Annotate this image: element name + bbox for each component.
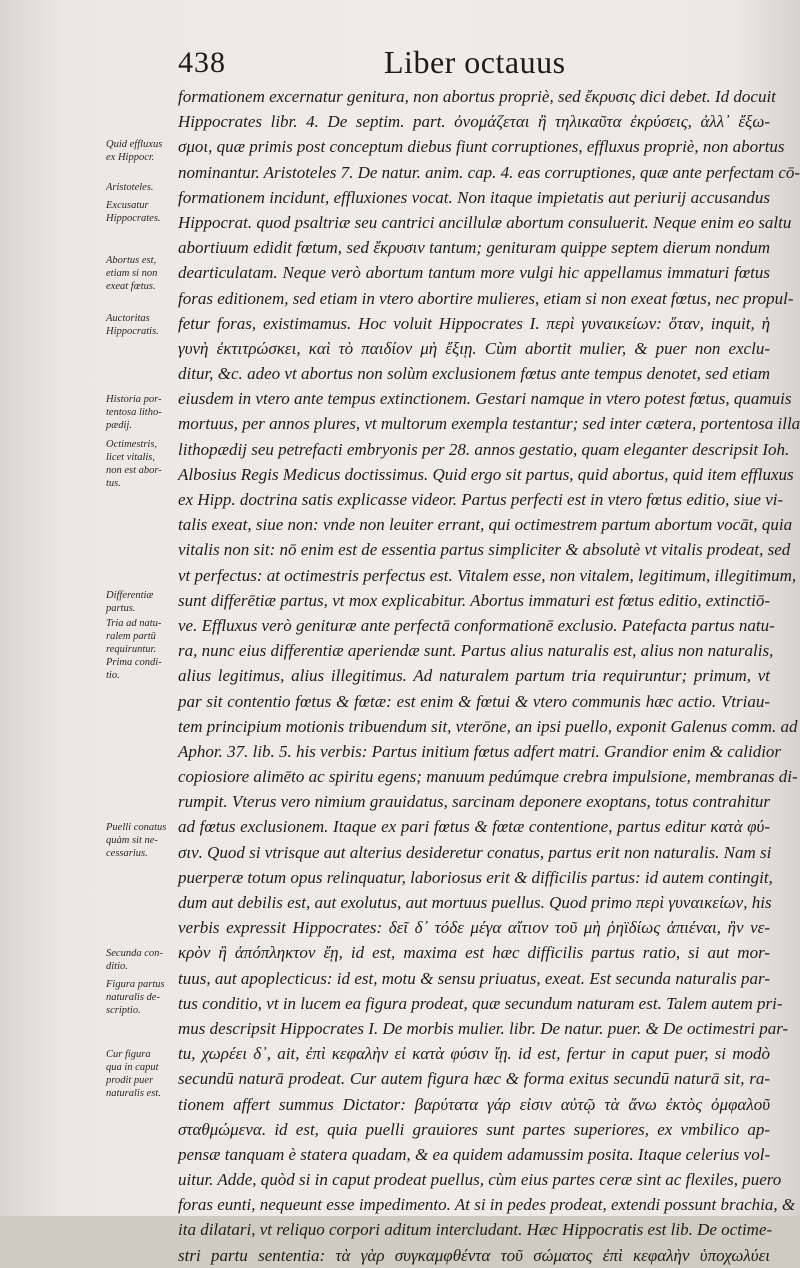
margin-note [106, 138, 178, 164]
text-line: Hippocrates libr. 4. De septim. part. ὀνομάζεται ἢ τηλικαῦτα ἐκρύσεις, ἀλλ᾽ ἔξω- [178, 112, 770, 132]
margin-note [106, 199, 178, 225]
margin-note-line: prodit puer [106, 1075, 154, 1087]
margin-note-line: tentosa litho- [106, 406, 162, 418]
text-line: rumpit. Vterus vero nimium grauidatus, sarcinam deponere exoptans, totus contrahitur [178, 792, 770, 812]
margin-note-line: exeat fœtus. [106, 281, 156, 293]
text-line: ra, nunc eius differentiæ aperiendæ sunt. Partus alius naturalis est, alius non naturalis, [178, 641, 774, 661]
text-line: stri partu sententia: τὰ γὰρ συγκαμφθέντα τοῦ σώματος ἐπὶ κεφαλὴν ὑποχωλύει [178, 1245, 770, 1265]
margin-note [106, 254, 178, 293]
text-line: alius legitimus, alius illegitimus. Ad naturalem partum tria requiruntur; primum, vt [178, 666, 770, 686]
margin-note [106, 589, 178, 615]
text-line: dum aut debilis est, aut exolutus, aut mortuus puellus. Quod primo περὶ γυναικείων, his [178, 893, 772, 912]
text-line: ex Hipp. doctrina satis explicasse videor. Partus perfecti est in vtero fœtus editio, siue vi- [178, 490, 784, 509]
margin-note-line: Excusatur [106, 199, 149, 211]
text-line: tus conditio, vt in lucem ea figura prodeat, quæ secundum naturam est. Talem autem pri- [178, 993, 783, 1013]
margin-note-line: tus. [106, 478, 121, 490]
text-line: fetur foras, existimamus. Hoc voluit Hippocrates I. περὶ γυναικείων: ὅταν, inquit, ἡ [178, 313, 770, 333]
margin-note-line: Abortus est, [106, 255, 157, 267]
margin-note-line: Differentiæ [106, 590, 154, 602]
text-line: foras editionem, sed etiam in vtero abortire mulieres, etiam si non exeat fœtus, nec propul- [178, 288, 794, 308]
text-line: Hippocrat. quod psaltriæ seu cantrici ancillulæ abortum consuluerit. Neque enim eo saltu [178, 212, 792, 232]
margin-note-line: partus. [106, 603, 136, 615]
margin-note [106, 181, 178, 194]
margin-note [106, 393, 178, 432]
text-line: vitalis non sit: nō enim est de essentia partus simpliciter & absolutè vt vitalis prodeat, sed [178, 540, 791, 560]
text-line: tuus, aut apoplecticus: id est, motu & sensu priuatus, exeat. Est secunda naturalis par- [178, 968, 770, 988]
margin-note-line: scriptio. [106, 1004, 141, 1016]
margin-note-line: Hippocrates. [106, 212, 161, 224]
margin-note-line: naturalis est. [106, 1088, 161, 1100]
text-line: mortuus, per annos plures, vt multorum exempla testantur; sed inter cætera, portentosa illa [178, 414, 800, 434]
text-line: puerperæ totum opus relinquatur, laboriosus erit & difficilis partus: id autem contingit, [178, 867, 773, 887]
text-line: tem principium motionis tribuendum sit, vterōne, an ipsi puello, exponit Galenus comm. ad [178, 716, 798, 736]
margin-note-line: Octimestris, [106, 439, 158, 451]
margin-note [106, 1048, 178, 1100]
text-line: sunt differētiæ partus, vt mox explicabitur. Abortus immaturi est fœtus editio, extinctiō- [178, 590, 770, 610]
text-line: formationem excernatur genitura, non abortus propriè, sed ἔκρυσις dici debet. Id docuit [178, 87, 776, 106]
text-line: abortiuum edidit fœtum, sed ἔκρυσιν tantum; genituram quippe septem dierum nondum [178, 238, 770, 258]
margin-note [106, 438, 178, 490]
margin-note-line: pædij. [106, 419, 132, 431]
page-header [178, 44, 778, 88]
margin-note-line: etiam si non [106, 268, 158, 280]
margin-note-line: ex Hippocr. [106, 152, 155, 164]
margin-note-line: tio. [106, 670, 120, 682]
text-line: tu, χωρέει δ᾽, ait, ἐπὶ κεφαλὴν εἰ κατὰ φύσιν ἴῃ. id est, fertur in caput puer, si modò [178, 1044, 770, 1064]
text-line: σμοι, quæ primis post conceptum diebus fiunt corruptiones, effluxus propriè, non abortus [178, 137, 785, 157]
text-line: ve. Effluxus verò genituræ ante perfectā conformationē exclusio. Patefacta partus natu- [178, 615, 775, 635]
margin-note-line: Historia por- [106, 393, 162, 405]
margin-note-line: Prima condi- [106, 657, 162, 669]
text-line: ad fœtus exclusionem. Itaque ex pari fœtus & fœtæ contentione, partus editur κατὰ φύ- [178, 817, 770, 837]
margin-note-line: naturalis de- [106, 991, 160, 1003]
text-line: ditur, &c. adeo vt abortus non solùm exclusionem fœtus ante tempus denotet, sed etiam [178, 364, 770, 384]
text-line: Albosius Regis Medicus doctissimus. Quid ergo sit partus, quid abortus, quid item effluxus [178, 464, 794, 484]
text-line: lithopædij seu petrefacti embryonis per 28. annos gestatio, quam eleganter descripsit Ioh. [178, 439, 790, 459]
margin-note-line: non est abor- [106, 465, 162, 477]
margin-note-line: ralem partū [106, 631, 156, 643]
text-line: foras eunti, nequeunt esse impedimento. At si in pedes prodeat, extendi possunt brachia, & [178, 1195, 796, 1215]
margin-note [106, 617, 178, 682]
margin-note-line: Aristoteles. [106, 182, 154, 194]
text-line: σιν. Quod si vtrisque aut alterius desideretur conatus, partus erit non naturalis. Nam si [178, 842, 772, 862]
text-line: σταθμώμενα. id est, quia puelli grauiores sunt partes superiores, ex vmbilico ap- [178, 1119, 770, 1139]
margin-note-line: Cur figura [106, 1049, 151, 1061]
margin-note-line: Tria ad natu- [106, 618, 162, 630]
text-line: uitur. Adde, quòd si in caput prodeat puellus, cùm eius partes ceræ sint ac flexiles, puero [178, 1170, 782, 1190]
margin-note [106, 978, 178, 1017]
margin-note [106, 312, 178, 338]
margin-note [106, 821, 178, 860]
margin-note-line: cessarius. [106, 848, 148, 860]
text-line: dearticulatam. Neque verò abortum tantum more vulgi hic appellamus immaturi fœtus [178, 263, 770, 283]
margin-note-line: requiruntur. [106, 644, 157, 656]
margin-note-line: Auctoritas [106, 313, 150, 325]
margin-note-line: Hippocratis. [106, 326, 159, 338]
text-line: ita dilatari, vt reliquo corpori aditum intercludant. Hæc Hippocratis est lib. De octime- [178, 1220, 773, 1240]
text-line: κρὸν ἢ ἀπόπληκτον ἔῃ, id est, maxima est hæc difficilis partus ratio, si aut mor- [178, 943, 770, 963]
body-text [178, 84, 800, 1268]
page-number: 438 [178, 46, 226, 79]
text-line: vt perfectus: at octimestris perfectus est. Vitalem esse, non vitalem, legitimum, illegitimum, [178, 565, 797, 585]
text-line: γυνὴ ἐκτιτρώσκει, καὶ τὸ παιδίον μὴ ἔξιῃ. Cùm abortit mulier, & puer non exclu- [178, 338, 770, 358]
text-line: verbis expressit Hippocrates: δεῖ δ᾽ τόδε μέγα αἴτιον τοῦ μὴ ῥηϊδίως ἀπιέναι, ἢν νε- [178, 918, 770, 938]
text-line: pensæ tanquam è statera quadam, & ea quidem adamussim posita. Itaque celerius vol- [178, 1144, 771, 1164]
margin-note-line: qua in caput [106, 1062, 159, 1074]
margin-note-line: Secunda con- [106, 948, 163, 960]
text-line: Aphor. 37. lib. 5. his verbis: Partus initium fœtus adfert matri. Grandior enim & calidior [178, 741, 782, 761]
margin-note-line: Quid effluxus [106, 139, 163, 151]
margin-note-line: Figura partus [106, 978, 165, 990]
text-line: tionem affert summus Dictator: βαρύτατα γάρ εἰσιν αὐτῷ τὰ ἄνω ἐκτὸς ὀμφαλοῦ [178, 1094, 770, 1114]
margin-note-line: ditio. [106, 961, 128, 973]
margin-note [106, 947, 178, 973]
text-line: par sit contentio fœtus & fœtæ: est enim & fœtui & vtero communis hæc actio. Vtriau- [178, 691, 770, 711]
text-line: eiusdem in vtero ante tempus extinctionem. Gestari namque in vtero potest fœtus, quamuis [178, 389, 792, 409]
text-line: formationem incidunt, effluxiones vocat. Non itaque impietatis aut periurij accusandus [178, 187, 770, 207]
margin-note-line: quàm sit ne- [106, 835, 158, 847]
running-title: Liber octauus [384, 44, 566, 80]
text-line: mus descripsit Hippocrates I. De morbis mulier. libr. De natur. puer. & De octimestri par- [178, 1018, 789, 1038]
text-line: nominantur. Aristoteles 7. De natur. anim. cap. 4. eas corruptiones, quæ ante perfectam cō- [178, 162, 800, 182]
margin-note-line: Puelli conatus [106, 822, 167, 834]
text-line: talis exeat, siue non: vnde non leuiter errant, qui octimestrem partum abortum vocāt, quia [178, 515, 793, 535]
text-line: copiosiore alimēto ac spiritu egens; manuum pedúmque crebra impulsione, membranas di- [178, 767, 798, 787]
margin-note-line: licet vitalis, [106, 452, 155, 464]
text-line: secundū naturā prodeat. Cur autem figura hæc & forma exitus secundū naturā sit, ra- [178, 1069, 770, 1089]
